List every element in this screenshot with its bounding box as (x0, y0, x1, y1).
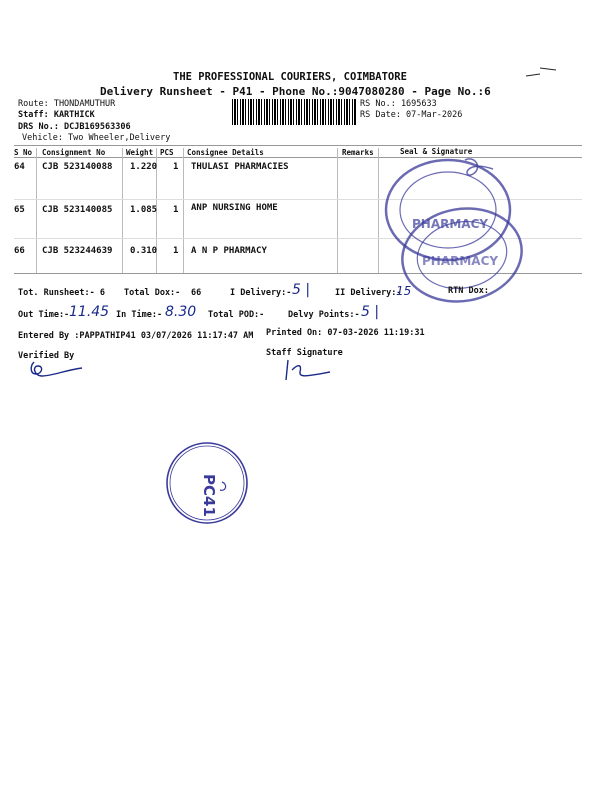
rs-date: RS Date: 07-Mar-2026 (360, 110, 463, 120)
delvy-points-label: Delvy Points:- (288, 310, 360, 320)
verified-by-label: Verified By (18, 351, 75, 361)
row-consignment: CJB 523244639 (42, 246, 113, 256)
row-consignee: ANP NURSING HOME (191, 203, 278, 213)
entered-by: Entered By :PAPPATHIP41 03/07/2026 11:17:47 AM (18, 331, 254, 341)
staff-signature-mark (280, 356, 340, 382)
staff-label: Staff: KARTHICK (18, 110, 95, 120)
out-time-label: Out Time:- (18, 310, 70, 320)
total-pod-label: Total POD:- (208, 310, 265, 320)
corner-mark (522, 62, 562, 82)
row-consignee: A N P PHARMACY (191, 246, 267, 256)
row-consignment: CJB 523140085 (42, 205, 113, 215)
header-sno: S No (14, 148, 33, 157)
header-consignee: Consignee Details (187, 148, 264, 157)
header-consignment: Consignment No (42, 148, 106, 157)
i-delivery-label: I Delivery:- (230, 288, 292, 298)
runsheet-title: Delivery Runsheet - P41 - Phone No.:9047080280 - Page No.:6 (100, 85, 491, 98)
i-delivery-value: 5 | (292, 282, 311, 298)
col-separator (122, 148, 123, 273)
row-consignment: CJB 523140088 (42, 162, 113, 172)
rs-number: RS No.: 1695633 (360, 99, 437, 109)
row-sno: 66 (14, 246, 25, 256)
row-weight: 1.220 (130, 162, 158, 172)
ii-delivery-label: II Delivery:- (335, 288, 402, 298)
row-pcs: 1 (173, 246, 179, 256)
row-weight: 1.085 (130, 205, 158, 215)
row-sno: 65 (14, 205, 25, 215)
ii-delivery-value: 15 (396, 284, 412, 298)
total-dox-label: Total Dox:- (124, 288, 181, 298)
out-time-value: 11.45 (69, 304, 110, 320)
verified-signature (28, 358, 88, 382)
total-dox-value: 66 (191, 288, 202, 298)
row-pcs: 1 (173, 162, 179, 172)
printed-on: Printed On: 07-03-2026 11:19:31 (266, 328, 425, 338)
pc-stamp-text: PC41 (200, 474, 218, 517)
pc-stamp (164, 440, 250, 526)
company-title: THE PROFESSIONAL COURIERS, COIMBATORE (173, 71, 407, 83)
stamp-pharmacy-text-2: PHARMACY (422, 254, 499, 268)
vehicle-label: Vehicle: Two Wheeler,Delivery (22, 133, 171, 143)
row-sno: 64 (14, 162, 25, 172)
in-time-label: In Time:- (116, 310, 163, 320)
col-separator (36, 148, 37, 273)
in-time-value: 8.30 (165, 304, 197, 320)
row-pcs: 1 (173, 205, 179, 215)
row-consignee: THULASI PHARMACIES (191, 162, 289, 172)
col-separator (183, 148, 184, 273)
staff-signature-label: Staff Signature (266, 348, 343, 358)
header-remarks: Remarks (342, 148, 374, 157)
header-weight: Weight (126, 148, 154, 157)
drs-number: DRS No.: DCJB169563306 (18, 122, 131, 132)
delvy-points-value: 5 | (361, 304, 380, 320)
route-label: Route: THONDAMUTHUR (18, 99, 116, 109)
rtn-dox-label: RTN Dox: (448, 286, 489, 296)
header-seal: Seal & Signature (400, 147, 473, 156)
col-separator (337, 148, 338, 273)
barcode (232, 99, 356, 125)
stamp-pharmacy-text: PHARMACY (412, 217, 489, 231)
header-pcs: PCS (160, 148, 174, 157)
tot-runsheet: Tot. Runsheet:- 6 (18, 288, 105, 298)
row-weight: 0.310 (130, 246, 158, 256)
